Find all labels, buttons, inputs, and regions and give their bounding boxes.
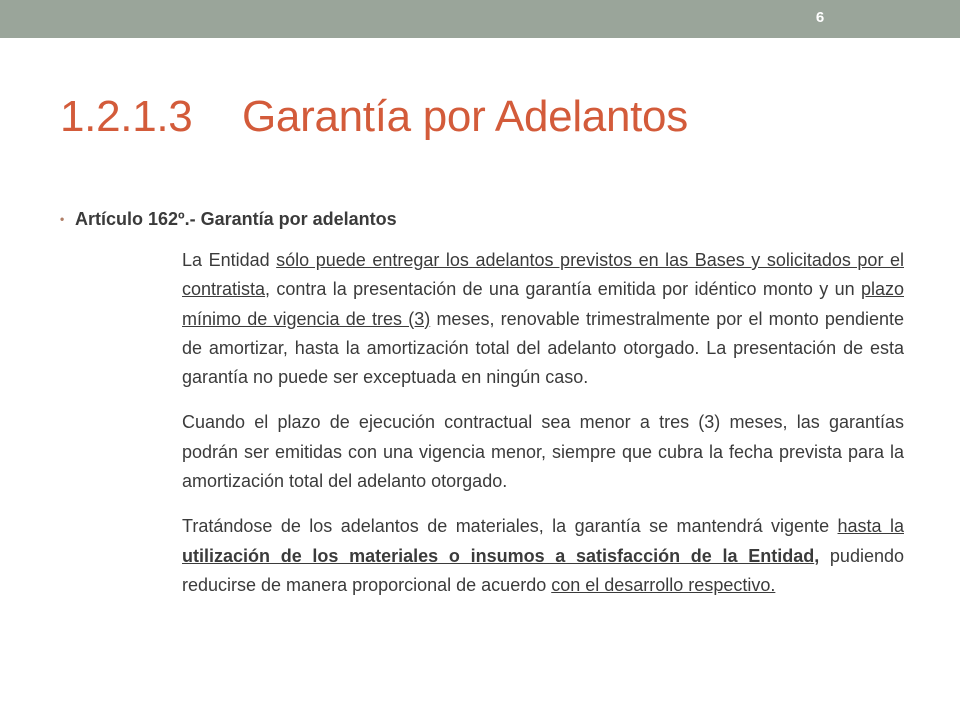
bullet-item [60, 209, 397, 230]
p1-underlined-b: plazo mínimo de vigencia de tres (3) [182, 279, 904, 329]
p1-text-b: , contra la presentación de una garantía emitida por idéntico monto y un [265, 279, 861, 300]
article-heading: Artículo 162º.- Garantía por adelantos [75, 209, 397, 229]
p3-underlined-b: con el desarrollo respectivo. [551, 574, 776, 595]
p1-text-c: meses, renovable trimestralmente por el monto pendiente de amortizar, hasta la amortización total del adelanto otorgado. La presentación de esta garantía no puede ser exceptuada en ningún caso. [182, 308, 904, 388]
bullet-dot-icon: • [60, 212, 65, 226]
paragraph-2: Cuando el plazo de ejecución contractual sea menor a tres (3) meses, las garantías podrán ser emitidas con una vigencia menor, siempre que cubra la fecha prevista para la amortización total del adelanto otorgado. [182, 412, 904, 492]
section-title: Garantía por Adelantos [242, 92, 688, 141]
p3-text-a: Tratándose de los adelantos de materiales, la garantía se mantendrá vigente [182, 516, 838, 537]
paragraph-1 [182, 246, 904, 392]
slide-title [60, 92, 688, 142]
section-number: 1.2.1.3 [60, 92, 193, 141]
slide-number: 6 [815, 9, 825, 26]
paragraph-3 [182, 512, 904, 600]
p3-comma: , [814, 545, 820, 566]
p1-text-a: La Entidad [182, 250, 277, 270]
p3-underlined-a: hasta la [837, 516, 904, 537]
article-body [182, 246, 904, 616]
p3-underlined-bold: utilización de los materiales o insumos a satisfacción de la Entidad [182, 545, 815, 566]
p3-text-b: pudiendo reducirse de manera proporcional de acuerdo [182, 545, 904, 595]
header-bar [0, 0, 960, 38]
p1-underlined-a: sólo puede entregar los adelantos previstos en las Bases y solicitados por el contratista [182, 250, 904, 300]
